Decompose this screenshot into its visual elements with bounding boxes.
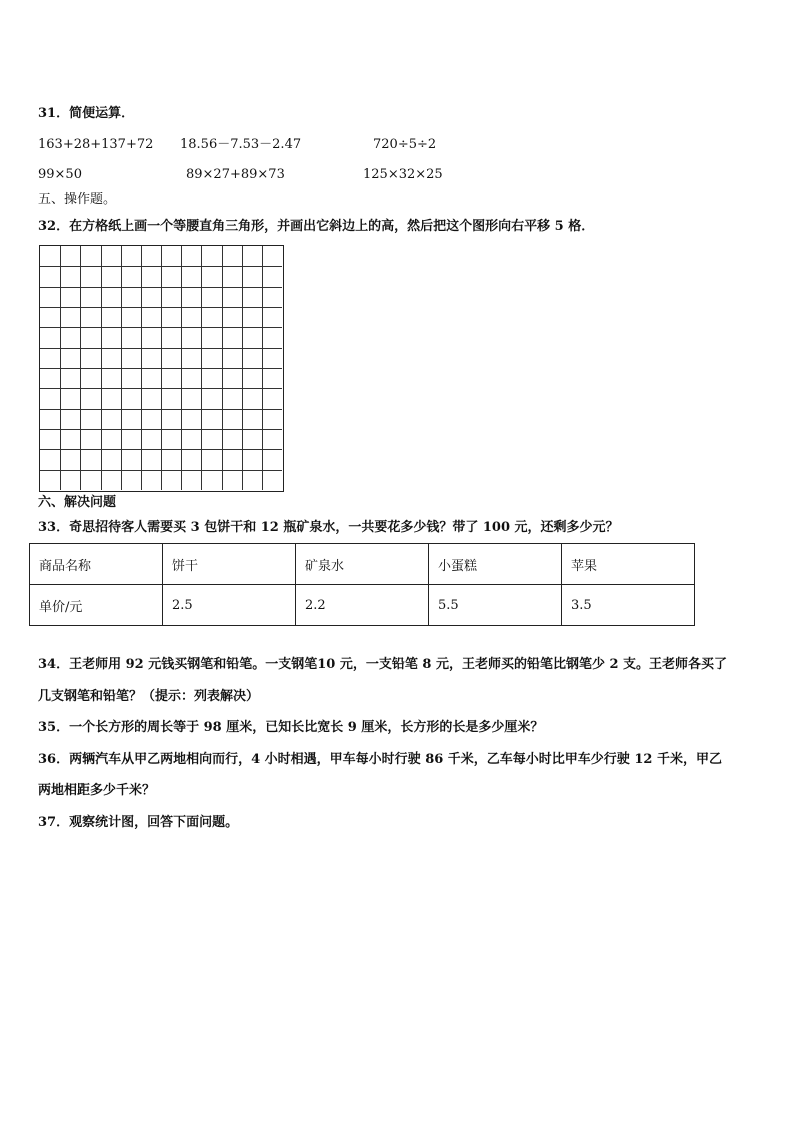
q36-line-2: 两地相距多少千米？ xyxy=(38,783,156,798)
q31-expr-4: 99×50 xyxy=(38,167,82,182)
table-row xyxy=(30,544,695,585)
table-cell: 商品名称 xyxy=(30,544,163,585)
table-cell: 2.2 xyxy=(296,585,429,626)
q34-line-1: 34．王老师用 92 元钱买钢笔和铅笔。一支钢笔10 元，一支铅笔 8 元，王老师买的铅笔比钢笔少 2 支。王老师各买了 xyxy=(38,657,728,672)
table-cell: 2.5 xyxy=(163,585,296,626)
table-cell: 苹果 xyxy=(562,544,695,585)
table-cell: 小蛋糕 xyxy=(429,544,562,585)
table-cell: 矿泉水 xyxy=(296,544,429,585)
q32-text: 32．在方格纸上画一个等腰直角三角形，并画出它斜边上的高，然后把这个图形向右平移 5 格． xyxy=(38,219,595,234)
q31-expr-6: 125×32×25 xyxy=(363,167,443,182)
table-cell: 单价/元 xyxy=(30,585,163,626)
q31-title: 31．简便运算． xyxy=(38,106,135,121)
square-grid[interactable] xyxy=(39,245,284,492)
q31-expr-5: 89×27+89×73 xyxy=(186,167,285,182)
grid-lines xyxy=(40,246,282,490)
section-5-heading: 五、操作题。 xyxy=(38,192,117,207)
table-cell: 3.5 xyxy=(562,585,695,626)
q34-line-2: 几支钢笔和铅笔？（提示：列表解决） xyxy=(38,689,260,704)
q31-expr-3: 720÷5÷2 xyxy=(373,137,437,152)
table-cell: 5.5 xyxy=(429,585,562,626)
q31-expr-2: 18.56－7.53－2.47 xyxy=(180,137,302,152)
q33-text: 33．奇思招待客人需要买 3 包饼干和 12 瓶矿泉水，一共要花多少钱？带了 100 元，还剩多少元？ xyxy=(38,520,619,535)
q31-expr-1: 163+28+137+72 xyxy=(38,137,154,152)
section-6-heading: 六、解决问题 xyxy=(38,495,117,510)
q37-text: 37．观察统计图，回答下面问题。 xyxy=(38,815,239,830)
q35-text: 35．一个长方形的周长等于 98 厘米，已知长比宽长 9 厘米，长方形的长是多少厘米？ xyxy=(38,720,544,735)
table-row xyxy=(30,585,695,626)
price-table xyxy=(29,543,695,626)
table-cell: 饼干 xyxy=(163,544,296,585)
q36-line-1: 36．两辆汽车从甲乙两地相向而行，4 小时相遇，甲车每小时行驶 86 千米，乙车每小时比甲车少行驶 12 千米，甲乙 xyxy=(38,752,722,767)
